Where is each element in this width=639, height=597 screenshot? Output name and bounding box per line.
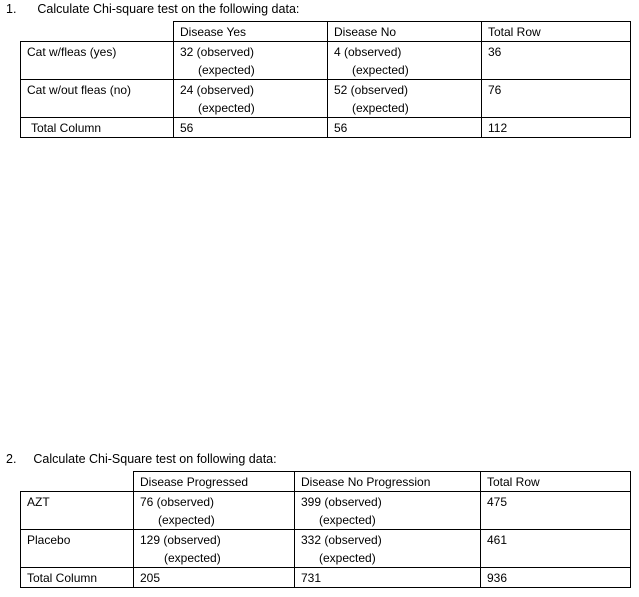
- table-row: [21, 568, 631, 588]
- table-cell: [328, 42, 482, 80]
- table-cell: [174, 80, 328, 118]
- table-cell: [328, 80, 482, 118]
- table-2-header-col3: Total Row: [481, 472, 631, 492]
- row-label: AZT: [21, 492, 134, 530]
- table-2-corner: [21, 472, 134, 492]
- table-row: [21, 42, 631, 80]
- total-column-label: Total Column: [21, 568, 134, 588]
- row-label: Cat w/fleas (yes): [21, 42, 174, 80]
- row-label: Cat w/out fleas (no): [21, 80, 174, 118]
- row-total: 36: [482, 42, 631, 80]
- column-total: 56: [328, 118, 482, 138]
- question-2-number: 2.: [6, 452, 17, 466]
- row-total: 461: [481, 530, 631, 568]
- table-2-header-col2: Disease No Progression: [295, 472, 481, 492]
- observed-value: 76 (observed): [140, 495, 215, 509]
- column-total: 56: [174, 118, 328, 138]
- row-total: 475: [481, 492, 631, 530]
- expected-placeholder: (expected): [198, 101, 255, 115]
- question-1-heading: [6, 2, 299, 16]
- table-2: [20, 471, 631, 588]
- table-row: [21, 118, 631, 138]
- table-1-corner: [21, 22, 174, 42]
- table-1-header-col2: Disease No: [328, 22, 482, 42]
- expected-placeholder: (expected): [319, 551, 376, 565]
- table-1-header-col3: Total Row: [482, 22, 631, 42]
- row-total: 76: [482, 80, 631, 118]
- question-2-heading: [6, 452, 277, 466]
- grand-total: 936: [481, 568, 631, 588]
- table-row: [21, 492, 631, 530]
- table-cell: [174, 42, 328, 80]
- table-cell: [295, 492, 481, 530]
- observed-value: 52 (observed): [334, 83, 409, 97]
- table-row: [21, 530, 631, 568]
- observed-value: 332 (observed): [301, 533, 382, 547]
- expected-placeholder: (expected): [164, 551, 221, 565]
- observed-value: 32 (observed): [180, 45, 255, 59]
- table-1-header-col1: Disease Yes: [174, 22, 328, 42]
- table-cell: [134, 530, 295, 568]
- observed-value: 24 (observed): [180, 83, 255, 97]
- observed-value: 129 (observed): [140, 533, 221, 547]
- question-1-title: Calculate Chi-square test on the following data:: [37, 2, 300, 16]
- expected-placeholder: (expected): [158, 513, 215, 527]
- total-column-label: Total Column: [21, 118, 174, 138]
- expected-placeholder: (expected): [198, 63, 255, 77]
- table-cell: [134, 492, 295, 530]
- column-total: 731: [295, 568, 481, 588]
- expected-placeholder: (expected): [352, 101, 409, 115]
- expected-placeholder: (expected): [352, 63, 409, 77]
- observed-value: 4 (observed): [334, 45, 402, 59]
- column-total: 205: [134, 568, 295, 588]
- grand-total: 112: [482, 118, 631, 138]
- expected-placeholder: (expected): [319, 513, 376, 527]
- table-cell: [295, 530, 481, 568]
- observed-value: 399 (observed): [301, 495, 382, 509]
- question-1-number: 1.: [6, 2, 17, 16]
- question-2-title: Calculate Chi-Square test on following data:: [33, 452, 277, 466]
- table-2-header-col1: Disease Progressed: [134, 472, 295, 492]
- table-1: [20, 21, 631, 138]
- table-row: [21, 80, 631, 118]
- row-label: Placebo: [21, 530, 134, 568]
